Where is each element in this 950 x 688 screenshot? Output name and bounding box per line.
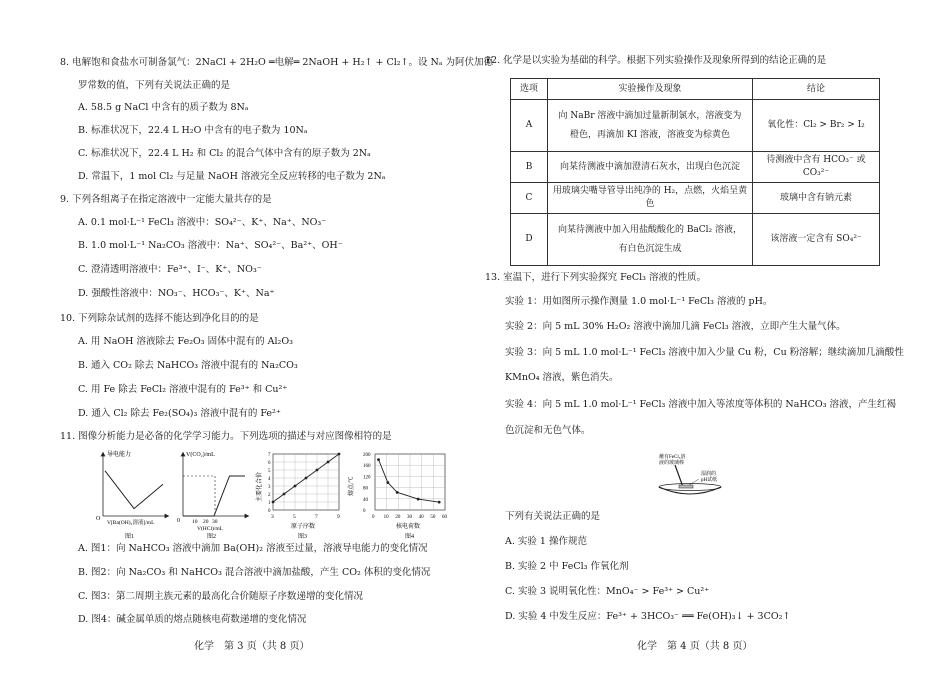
page-footer-left: 化学 第 3 页（共 8 页） <box>194 641 310 652</box>
fig4-chart <box>347 453 448 540</box>
row-c-operation: 用玻璃尖嘴导管导出纯净的 H₂，点燃，火焰呈黄色 <box>548 183 753 214</box>
row-d-operation-line1: 向某待测液中加入用盐酸酸化的 BaCl₂ 溶液， <box>557 224 743 235</box>
q13-option-a: A. 实验 1 操作规范 <box>505 536 587 547</box>
fig4-ytick-label: 40 <box>363 497 368 503</box>
fig2-tick-10: 10 <box>192 519 198 525</box>
fig4-xtick-label: 40 <box>418 515 424 520</box>
fig4-data-point <box>377 458 380 461</box>
q13-option-b: B. 实验 2 中 FeCl₃ 作氧化剂 <box>505 561 629 572</box>
q11-charts <box>85 448 455 540</box>
fig3-ytick-label: 1 <box>268 501 271 506</box>
fig4-ylabel: 熔点/℃ <box>349 476 355 496</box>
row-c-option: C <box>511 183 548 214</box>
fig4-xtick-label: 10 <box>383 515 389 520</box>
q11-stem: 11. 图像分析能力是必备的化学学习能力。下列选项的描述与对应图像相符的是 <box>60 431 392 442</box>
q8-stem-line2: 罗常数的值，下列有关说法正确的是 <box>78 80 231 91</box>
fig2-tick-30: 30 <box>212 519 218 525</box>
q9-option-c: C. 澄清透明溶液中：Fe³⁺、I⁻、K⁺、NO₃⁻ <box>78 264 262 275</box>
fig1-ylabel: 导电能力 <box>107 452 132 458</box>
fig3-ylabel: 主要化合价 <box>257 471 263 502</box>
fig2-xlabel: V(HCl)/mL <box>197 526 223 532</box>
label-ph-paper-1: 湿润的 <box>701 472 717 477</box>
fig4-xtick-label: 30 <box>407 515 412 520</box>
row-b-option: B <box>511 152 548 183</box>
q11-option-d: D. 图4：碱金属单质的熔点随核电荷数递增的变化情况 <box>78 614 307 625</box>
fig3-ytick-label: 4 <box>268 477 271 482</box>
fig3-chart <box>255 453 340 540</box>
page-footer-right: 化学 第 4 页（共 8 页） <box>637 641 753 652</box>
ph-paper-pointer <box>689 479 699 485</box>
q13-exp2: 实验 2：向 5 mL 30% H₂O₂ 溶液中滴加几滴 FeCl₃ 溶液，立即产生大量气体。 <box>505 321 846 332</box>
fig2-tick-20: 20 <box>203 519 209 525</box>
fig4-ytick-label: 160 <box>363 464 371 470</box>
ph-paper-icon <box>679 485 693 488</box>
q9-option-d: D. 强酸性溶液中：NO₃⁻、HCO₃⁻、K⁺、Na⁺ <box>78 288 275 299</box>
q12-table <box>510 78 880 266</box>
fig4-ytick-label: 80 <box>363 486 368 492</box>
table-row <box>511 100 880 152</box>
row-a-option: A <box>511 100 548 152</box>
row-c-conclusion: 玻璃中含有钠元素 <box>753 183 880 214</box>
fig2-chart <box>177 451 247 540</box>
fig3-data-point <box>338 453 341 456</box>
fig4-data-point <box>396 491 399 494</box>
fig2-origin: 0 <box>177 518 180 524</box>
fig3-ytick-label: 2 <box>268 493 271 498</box>
row-a-operation-line2: 橙色，再滴加 KI 溶液，溶液变为棕黄色 <box>569 129 730 140</box>
row-d-operation-line2: 有白色沉淀生成 <box>618 243 682 254</box>
fig3-ytick-label: 3 <box>268 485 271 490</box>
fig3-data-point <box>316 469 319 472</box>
q10-option-d: D. 通入 Cl₂ 除去 Fe₂(SO₄)₃ 溶液中混有的 Fe²⁺ <box>78 408 281 419</box>
row-a-conclusion: 氧化性：Cl₂ > Br₂ > I₂ <box>753 100 880 152</box>
q9-stem: 9. 下列各组离子在指定溶液中一定能大量共存的是 <box>60 194 272 205</box>
fig3-data-point <box>327 461 330 464</box>
table-row <box>511 152 880 183</box>
fig3-xtick-label: 9 <box>337 514 340 520</box>
q8-option-b: B. 标准状况下，22.4 L H₂O 中含有的电子数为 10Nₐ <box>78 125 308 136</box>
fig4-data-point <box>386 481 389 484</box>
fig3-data-point <box>305 477 308 480</box>
fig3-ytick-label: 6 <box>268 461 271 466</box>
q10-option-a: A. 用 NaOH 溶液除去 Fe₂O₃ 固体中混有的 Al₂O₃ <box>78 336 293 347</box>
row-a-operation-line1: 向 NaBr 溶液中滴加过量新制氯水，溶液变为 <box>558 110 742 121</box>
q8-option-d: D. 常温下，1 mol Cl₂ 与足量 NaOH 溶液完全反应转移的电子数为 2Nₐ <box>78 171 386 182</box>
fig4-ytick-label: 0 <box>363 509 366 514</box>
fig4-xtick-label: 60 <box>442 515 447 520</box>
col-operation-header: 实验操作及现象 <box>548 79 753 100</box>
q11-option-a: A. 图1：向 NaHCO₃ 溶液中滴加 Ba(OH)₂ 溶液至过量，溶液导电能力的变化情况 <box>78 543 428 554</box>
fig4-caption: 图4 <box>405 534 415 540</box>
col-conclusion-header: 结论 <box>753 79 880 100</box>
q13-exp3-line2: KMnO₄ 溶液，紫色消失。 <box>505 372 619 383</box>
fig4-xtick-label: 20 <box>395 515 401 520</box>
q13-option-c: C. 实验 3 说明氧化性：MnO₄⁻ > Fe³⁺ > Cu²⁺ <box>505 586 710 597</box>
fig3-xtick-label: 3 <box>271 514 274 520</box>
q10-stem: 10. 下列除杂试剂的选择不能达到净化目的的是 <box>60 313 259 324</box>
fig4-data-point <box>438 501 441 504</box>
q10-option-c: C. 用 Fe 除去 FeCl₂ 溶液中混有的 Fe³⁺ 和 Cu²⁺ <box>78 384 288 395</box>
row-b-conclusion: 待测液中含有 HCO₃⁻ 或 CO₃²⁻ <box>753 152 880 183</box>
fig3-xtick-label: 5 <box>293 514 296 520</box>
label-glass-rod-1: 蘸有FeCl₃溶 <box>659 455 686 460</box>
row-d-conclusion: 该溶液一定含有 SO₄²⁻ <box>753 214 880 266</box>
q8-stem-line1: 8. 电解饱和食盐水可制备氯气：2NaCl + 2H₂O ═电解═ 2NaOH + H₂↑ + Cl₂↑。设 Nₐ 为阿伏加德 <box>60 57 494 68</box>
fig1-xlabel: V[Ba(OH)₂溶液]/mL <box>107 520 155 526</box>
fig3-data-point <box>272 501 275 504</box>
fig4-data-point <box>417 498 420 501</box>
label-glass-rod-2: 液的玻璃棒 <box>659 461 685 466</box>
fig3-xlabel: 原子序数 <box>291 524 316 530</box>
fig4-xtick-label: 0 <box>372 515 375 520</box>
fig3-ytick-label: 5 <box>268 469 271 474</box>
fig1-caption: 图1 <box>125 534 135 540</box>
q9-option-b: B. 1.0 mol·L⁻¹ Na₂CO₃ 溶液中：Na⁺、SO₄²⁻、Ba²⁺、OH⁻ <box>78 240 343 251</box>
fig1-origin: O <box>96 516 101 522</box>
row-d-operation <box>548 214 753 266</box>
q12-stem: 12. 化学是以实验为基础的科学。根据下列实验操作及现象所得到的结论正确的是 <box>485 55 827 66</box>
fig3-data-point <box>283 493 286 496</box>
row-d-option: D <box>511 214 548 266</box>
fig1-chart <box>96 450 167 540</box>
q13-prompt: 下列有关说法正确的是 <box>505 511 601 522</box>
fig3-data-point <box>294 485 297 488</box>
q10-option-b: B. 通入 CO₂ 除去 NaHCO₃ 溶液中混有的 Na₂CO₃ <box>78 360 298 371</box>
fig3-ytick-label: 0 <box>268 509 271 514</box>
fig3-ytick-label: 7 <box>268 453 271 458</box>
fig4-xtick-label: 50 <box>430 515 436 520</box>
row-a-operation <box>548 100 753 152</box>
q12-table-header <box>511 79 880 100</box>
fig4-ytick-label: 120 <box>363 475 371 481</box>
fig3-caption: 图3 <box>298 534 308 540</box>
fig4-xlabel: 核电荷数 <box>396 524 421 530</box>
row-b-operation: 向某待测液中滴加澄清石灰水，出现白色沉淀 <box>548 152 753 183</box>
fig2-caption: 图2 <box>207 534 217 540</box>
ph-test-illustration <box>655 453 725 501</box>
q13-exp4-line1: 实验 4：向 5 mL 1.0 mol·L⁻¹ FeCl₃ 溶液中加入等浓度等体积的 NaHCO₃ 溶液，产生红褐 <box>505 399 897 410</box>
fig2-ylabel: V(CO₂)/mL <box>186 452 215 458</box>
q9-option-a: A. 0.1 mol·L⁻¹ FeCl₃ 溶液中：SO₄²⁻、K⁺、Na⁺、NO₃⁻ <box>78 217 327 228</box>
q8-option-a: A. 58.5 g NaCl 中含有的质子数为 8Nₐ <box>78 102 249 113</box>
fig1-series-line <box>105 471 163 509</box>
q13-stem: 13. 室温下，进行下列实验探究 FeCl₃ 溶液的性质。 <box>485 272 706 283</box>
label-ph-paper-2: pH试纸 <box>701 478 718 483</box>
q11-option-c: C. 图3：第二周期主族元素的最高化合价随原子序数递增的变化情况 <box>78 591 364 602</box>
fig4-ytick-label: 200 <box>363 453 371 458</box>
q13-option-d: D. 实验 4 中发生反应：Fe³⁺ + 3HCO₃⁻ ══ Fe(OH)₃↓ + 3CO₂↑ <box>505 611 791 622</box>
q13-exp4-line2: 色沉淀和无色气体。 <box>505 425 591 436</box>
table-row <box>511 214 880 266</box>
fig3-xtick-label: 7 <box>315 514 318 520</box>
q8-option-c: C. 标准状况下，22.4 L H₂ 和 Cl₂ 的混合气体中含有的原子数为 2Nₐ <box>78 148 371 159</box>
fig4-series-line <box>379 460 440 503</box>
q11-option-b: B. 图2：向 Na₂CO₃ 和 NaHCO₃ 混合溶液中滴加盐酸，产生 CO₂ 体积的变化情况 <box>78 567 431 578</box>
q13-exp1: 实验 1：用如图所示操作测量 1.0 mol·L⁻¹ FeCl₃ 溶液的 pH。 <box>505 296 773 307</box>
q13-exp3-line1: 实验 3：向 5 mL 1.0 mol·L⁻¹ FeCl₃ 溶液中加入少量 Cu 粉，Cu 粉溶解；继续滴加几滴酸性 <box>505 347 904 358</box>
fig2-series-line <box>183 476 245 516</box>
col-option-header: 选项 <box>511 79 548 100</box>
table-row <box>511 183 880 214</box>
